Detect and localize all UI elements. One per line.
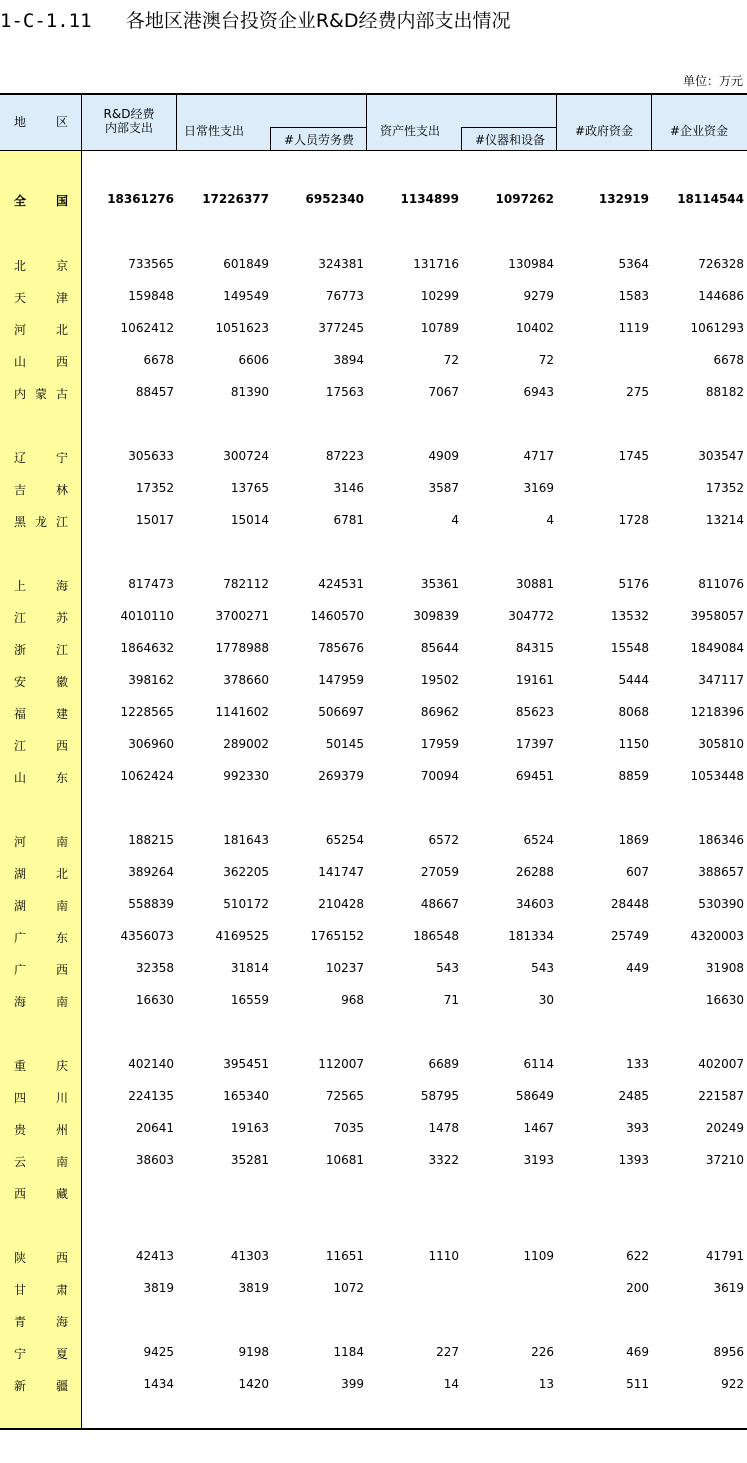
header-subrule bbox=[270, 127, 367, 128]
cell-value: 88457 bbox=[135, 385, 174, 399]
header-daily: 日常性支出 bbox=[184, 124, 245, 138]
region-name: 广 东 bbox=[14, 931, 68, 945]
region-name: 山 西 bbox=[14, 355, 68, 369]
cell-value: 221587 bbox=[698, 1089, 744, 1103]
cell-value: 305810 bbox=[698, 737, 744, 751]
cell-value: 16630 bbox=[135, 993, 174, 1007]
cell-value: 84315 bbox=[515, 641, 554, 655]
cell-value: 38603 bbox=[135, 1153, 174, 1167]
header-divider bbox=[366, 95, 367, 151]
table-row bbox=[0, 1311, 747, 1331]
cell-value: 510172 bbox=[223, 897, 269, 911]
cell-value: 1393 bbox=[618, 1153, 649, 1167]
cell-value: 347117 bbox=[698, 673, 744, 687]
cell-value: 10299 bbox=[420, 289, 459, 303]
cell-value: 395451 bbox=[223, 1057, 269, 1071]
cell-value: 1765152 bbox=[310, 929, 364, 943]
cell-value: 1150 bbox=[618, 737, 649, 751]
cell-value: 402007 bbox=[698, 1057, 744, 1071]
cell-value: 58649 bbox=[515, 1089, 554, 1103]
cell-value: 922 bbox=[721, 1377, 744, 1391]
cell-value: 227 bbox=[436, 1345, 459, 1359]
table-row bbox=[0, 959, 747, 979]
cell-value: 3958057 bbox=[690, 609, 744, 623]
cell-value: 17959 bbox=[420, 737, 459, 751]
cell-value: 5364 bbox=[618, 257, 649, 271]
cell-value: 269379 bbox=[318, 769, 364, 783]
table-row bbox=[0, 319, 747, 339]
cell-value: 622 bbox=[626, 1249, 649, 1263]
header-divider bbox=[176, 95, 177, 151]
cell-value: 81390 bbox=[230, 385, 269, 399]
cell-value: 9198 bbox=[238, 1345, 269, 1359]
cell-value: 1109 bbox=[523, 1249, 554, 1263]
cell-value: 300724 bbox=[223, 449, 269, 463]
cell-value: 1134899 bbox=[400, 192, 459, 206]
table-row bbox=[0, 895, 747, 915]
table-row bbox=[0, 607, 747, 627]
table-id: 1-C-1.11 bbox=[0, 10, 92, 32]
unit-label: 单位：万元 bbox=[682, 74, 743, 88]
table-row bbox=[0, 991, 747, 1011]
cell-value: 4909 bbox=[428, 449, 459, 463]
cell-value: 70094 bbox=[420, 769, 459, 783]
cell-value: 76773 bbox=[325, 289, 364, 303]
cell-value: 6678 bbox=[713, 353, 744, 367]
cell-value: 1119 bbox=[618, 321, 649, 335]
header-subrule bbox=[461, 127, 557, 128]
region-name: 河 北 bbox=[14, 323, 68, 337]
cell-value: 132919 bbox=[598, 192, 649, 206]
cell-value: 19161 bbox=[515, 673, 554, 687]
cell-value: 1478 bbox=[428, 1121, 459, 1135]
cell-value: 811076 bbox=[698, 577, 744, 591]
cell-value: 782112 bbox=[223, 577, 269, 591]
cell-value: 817473 bbox=[128, 577, 174, 591]
cell-value: 4 bbox=[546, 513, 554, 527]
cell-value: 20249 bbox=[705, 1121, 744, 1135]
region-name: 浙 江 bbox=[14, 643, 68, 657]
cell-value: 27059 bbox=[420, 865, 459, 879]
cell-value: 72 bbox=[443, 353, 459, 367]
cell-value: 30881 bbox=[515, 577, 554, 591]
cell-value: 306960 bbox=[128, 737, 174, 751]
header-rd-internal: R&D经费 内部支出 bbox=[103, 107, 155, 135]
table-row bbox=[0, 831, 747, 851]
region-name: 贵 州 bbox=[14, 1123, 68, 1137]
cell-value: 389264 bbox=[128, 865, 174, 879]
cell-value: 13532 bbox=[610, 609, 649, 623]
cell-value: 210428 bbox=[318, 897, 364, 911]
region-name: 内 蒙 古 bbox=[14, 387, 68, 401]
cell-value: 6606 bbox=[238, 353, 269, 367]
cell-value: 69451 bbox=[515, 769, 554, 783]
cell-value: 1053448 bbox=[690, 769, 744, 783]
cell-value: 9425 bbox=[143, 1345, 174, 1359]
cell-value: 3819 bbox=[143, 1281, 174, 1295]
table-title: 各地区港澳台投资企业R&D经费内部支出情况 bbox=[125, 10, 511, 32]
cell-value: 224135 bbox=[128, 1089, 174, 1103]
cell-value: 65254 bbox=[325, 833, 364, 847]
cell-value: 4169525 bbox=[215, 929, 269, 943]
header-gov: #政府资金 bbox=[574, 124, 634, 138]
cell-value: 30 bbox=[538, 993, 554, 1007]
region-column-background bbox=[0, 151, 81, 1430]
cell-value: 32358 bbox=[135, 961, 174, 975]
table-row bbox=[0, 287, 747, 307]
cell-value: 58795 bbox=[420, 1089, 459, 1103]
region-name: 江 西 bbox=[14, 739, 68, 753]
table-row bbox=[0, 1087, 747, 1107]
table-row bbox=[0, 511, 747, 531]
cell-value: 733565 bbox=[128, 257, 174, 271]
cell-value: 15014 bbox=[230, 513, 269, 527]
page-title bbox=[0, 6, 511, 33]
cell-value: 3894 bbox=[333, 353, 364, 367]
cell-value: 6572 bbox=[428, 833, 459, 847]
cell-value: 1778988 bbox=[215, 641, 269, 655]
cell-value: 6952340 bbox=[305, 192, 364, 206]
cell-value: 16559 bbox=[230, 993, 269, 1007]
region-name: 江 苏 bbox=[14, 611, 68, 625]
region-name: 青 海 bbox=[14, 1315, 68, 1329]
cell-value: 48667 bbox=[420, 897, 459, 911]
table-row bbox=[0, 383, 747, 403]
cell-value: 399 bbox=[341, 1377, 364, 1391]
cell-value: 1051623 bbox=[215, 321, 269, 335]
table-row bbox=[0, 1151, 747, 1171]
cell-value: 3587 bbox=[428, 481, 459, 495]
table-row bbox=[0, 1183, 747, 1203]
table-row bbox=[0, 767, 747, 787]
header-labor: #人员劳务费 bbox=[283, 133, 355, 147]
cell-value: 8956 bbox=[713, 1345, 744, 1359]
region-name: 上 海 bbox=[14, 579, 68, 593]
cell-value: 324381 bbox=[318, 257, 364, 271]
cell-value: 72 bbox=[538, 353, 554, 367]
cell-value: 9279 bbox=[523, 289, 554, 303]
table-row bbox=[0, 255, 747, 275]
cell-value: 37210 bbox=[705, 1153, 744, 1167]
cell-value: 275 bbox=[626, 385, 649, 399]
cell-value: 17563 bbox=[325, 385, 364, 399]
table-row bbox=[0, 1119, 747, 1139]
cell-value: 141747 bbox=[318, 865, 364, 879]
cell-value: 388657 bbox=[698, 865, 744, 879]
cell-value: 149549 bbox=[223, 289, 269, 303]
table-row bbox=[0, 1375, 747, 1395]
cell-value: 4 bbox=[451, 513, 459, 527]
region-name: 宁 夏 bbox=[14, 1347, 68, 1361]
cell-value: 543 bbox=[436, 961, 459, 975]
cell-value: 10789 bbox=[420, 321, 459, 335]
table-row bbox=[0, 575, 747, 595]
region-name: 全 国 bbox=[14, 194, 68, 208]
header-subdivider bbox=[461, 127, 462, 151]
cell-value: 726328 bbox=[698, 257, 744, 271]
cell-value: 159848 bbox=[128, 289, 174, 303]
cell-value: 558839 bbox=[128, 897, 174, 911]
table-row bbox=[0, 735, 747, 755]
cell-value: 4320003 bbox=[690, 929, 744, 943]
cell-value: 7067 bbox=[428, 385, 459, 399]
cell-value: 506697 bbox=[318, 705, 364, 719]
cell-value: 3169 bbox=[523, 481, 554, 495]
cell-value: 1583 bbox=[618, 289, 649, 303]
region-name: 甘 肃 bbox=[14, 1283, 68, 1297]
cell-value: 19502 bbox=[420, 673, 459, 687]
cell-value: 165340 bbox=[223, 1089, 269, 1103]
region-name: 福 建 bbox=[14, 707, 68, 721]
cell-value: 1061293 bbox=[690, 321, 744, 335]
cell-value: 1072 bbox=[333, 1281, 364, 1295]
cell-value: 20641 bbox=[135, 1121, 174, 1135]
cell-value: 35361 bbox=[420, 577, 459, 591]
cell-value: 309839 bbox=[413, 609, 459, 623]
table-row bbox=[0, 479, 747, 499]
cell-value: 186346 bbox=[698, 833, 744, 847]
cell-value: 1728 bbox=[618, 513, 649, 527]
cell-value: 4010110 bbox=[120, 609, 174, 623]
cell-value: 1745 bbox=[618, 449, 649, 463]
cell-value: 41303 bbox=[230, 1249, 269, 1263]
cell-value: 3193 bbox=[523, 1153, 554, 1167]
cell-value: 393 bbox=[626, 1121, 649, 1135]
cell-value: 304772 bbox=[508, 609, 554, 623]
cell-value: 18114544 bbox=[677, 192, 744, 206]
cell-value: 16630 bbox=[705, 993, 744, 1007]
cell-value: 6114 bbox=[523, 1057, 554, 1071]
cell-value: 88182 bbox=[705, 385, 744, 399]
bottom-rule bbox=[0, 1428, 747, 1430]
cell-value: 968 bbox=[341, 993, 364, 1007]
region-name: 辽 宁 bbox=[14, 451, 68, 465]
cell-value: 6678 bbox=[143, 353, 174, 367]
region-name: 湖 南 bbox=[14, 899, 68, 913]
cell-value: 31814 bbox=[230, 961, 269, 975]
cell-value: 992330 bbox=[223, 769, 269, 783]
cell-value: 18361276 bbox=[107, 192, 174, 206]
header-region: 地 区 bbox=[14, 115, 68, 129]
region-name: 黑 龙 江 bbox=[14, 515, 68, 529]
cell-value: 377245 bbox=[318, 321, 364, 335]
table-row bbox=[0, 351, 747, 371]
cell-value: 28448 bbox=[610, 897, 649, 911]
cell-value: 1062412 bbox=[120, 321, 174, 335]
cell-value: 130984 bbox=[508, 257, 554, 271]
cell-value: 50145 bbox=[325, 737, 364, 751]
cell-value: 6524 bbox=[523, 833, 554, 847]
cell-value: 398162 bbox=[128, 673, 174, 687]
cell-value: 378660 bbox=[223, 673, 269, 687]
region-name: 北 京 bbox=[14, 259, 68, 273]
region-name: 陕 西 bbox=[14, 1251, 68, 1265]
region-name: 西 藏 bbox=[14, 1187, 68, 1201]
cell-value: 449 bbox=[626, 961, 649, 975]
cell-value: 1097262 bbox=[495, 192, 554, 206]
cell-value: 181334 bbox=[508, 929, 554, 943]
cell-value: 424531 bbox=[318, 577, 364, 591]
header-divider bbox=[651, 95, 652, 151]
cell-value: 42413 bbox=[135, 1249, 174, 1263]
header-enterprise: #企业资金 bbox=[669, 124, 729, 138]
cell-value: 10402 bbox=[515, 321, 554, 335]
cell-value: 543 bbox=[531, 961, 554, 975]
region-name: 四 川 bbox=[14, 1091, 68, 1105]
region-name: 吉 林 bbox=[14, 483, 68, 497]
cell-value: 4356073 bbox=[120, 929, 174, 943]
cell-value: 3700271 bbox=[215, 609, 269, 623]
cell-value: 10681 bbox=[325, 1153, 364, 1167]
cell-value: 402140 bbox=[128, 1057, 174, 1071]
region-name: 安 徽 bbox=[14, 675, 68, 689]
cell-value: 1467 bbox=[523, 1121, 554, 1135]
cell-value: 144686 bbox=[698, 289, 744, 303]
cell-value: 5176 bbox=[618, 577, 649, 591]
cell-value: 1460570 bbox=[310, 609, 364, 623]
cell-value: 601849 bbox=[223, 257, 269, 271]
cell-value: 362205 bbox=[223, 865, 269, 879]
cell-value: 13765 bbox=[230, 481, 269, 495]
cell-value: 1849084 bbox=[690, 641, 744, 655]
cell-value: 226 bbox=[531, 1345, 554, 1359]
region-name: 湖 北 bbox=[14, 867, 68, 881]
cell-value: 530390 bbox=[698, 897, 744, 911]
cell-value: 7035 bbox=[333, 1121, 364, 1135]
table-row bbox=[0, 671, 747, 691]
cell-value: 1434 bbox=[143, 1377, 174, 1391]
cell-value: 8859 bbox=[618, 769, 649, 783]
cell-value: 6689 bbox=[428, 1057, 459, 1071]
header-equipment: #仪器和设备 bbox=[474, 133, 546, 147]
cell-value: 1184 bbox=[333, 1345, 364, 1359]
cell-value: 1218396 bbox=[690, 705, 744, 719]
cell-value: 133 bbox=[626, 1057, 649, 1071]
cell-value: 71 bbox=[443, 993, 459, 1007]
cell-value: 3322 bbox=[428, 1153, 459, 1167]
cell-value: 511 bbox=[626, 1377, 649, 1391]
cell-value: 85623 bbox=[515, 705, 554, 719]
cell-value: 10237 bbox=[325, 961, 364, 975]
cell-value: 8068 bbox=[618, 705, 649, 719]
cell-value: 1864632 bbox=[120, 641, 174, 655]
cell-value: 1141602 bbox=[215, 705, 269, 719]
header-bottom-rule bbox=[0, 150, 747, 151]
cell-value: 1420 bbox=[238, 1377, 269, 1391]
cell-value: 3819 bbox=[238, 1281, 269, 1295]
cell-value: 5444 bbox=[618, 673, 649, 687]
cell-value: 15548 bbox=[610, 641, 649, 655]
table-row bbox=[0, 1343, 747, 1363]
header-subdivider bbox=[270, 127, 271, 151]
cell-value: 186548 bbox=[413, 929, 459, 943]
cell-value: 1110 bbox=[428, 1249, 459, 1263]
region-name: 新 疆 bbox=[14, 1379, 68, 1393]
region-name: 广 西 bbox=[14, 963, 68, 977]
cell-value: 17352 bbox=[135, 481, 174, 495]
cell-value: 303547 bbox=[698, 449, 744, 463]
cell-value: 4717 bbox=[523, 449, 554, 463]
cell-value: 147959 bbox=[318, 673, 364, 687]
cell-value: 607 bbox=[626, 865, 649, 879]
cell-value: 289002 bbox=[223, 737, 269, 751]
cell-value: 34603 bbox=[515, 897, 554, 911]
cell-value: 6781 bbox=[333, 513, 364, 527]
cell-value: 86962 bbox=[420, 705, 459, 719]
cell-value: 17352 bbox=[705, 481, 744, 495]
cell-value: 131716 bbox=[413, 257, 459, 271]
region-name: 山 东 bbox=[14, 771, 68, 785]
cell-value: 19163 bbox=[230, 1121, 269, 1135]
table-row bbox=[0, 927, 747, 947]
cell-value: 13 bbox=[538, 1377, 554, 1391]
table-row bbox=[0, 1055, 747, 1075]
cell-value: 1062424 bbox=[120, 769, 174, 783]
table-row bbox=[0, 1247, 747, 1267]
cell-value: 14 bbox=[443, 1377, 459, 1391]
cell-value: 469 bbox=[626, 1345, 649, 1359]
table-row bbox=[0, 639, 747, 659]
region-name: 云 南 bbox=[14, 1155, 68, 1169]
cell-value: 41791 bbox=[705, 1249, 744, 1263]
cell-value: 35281 bbox=[230, 1153, 269, 1167]
cell-value: 26288 bbox=[515, 865, 554, 879]
region-name: 天 津 bbox=[14, 291, 68, 305]
cell-value: 3619 bbox=[713, 1281, 744, 1295]
cell-value: 785676 bbox=[318, 641, 364, 655]
cell-value: 6943 bbox=[523, 385, 554, 399]
cell-value: 1869 bbox=[618, 833, 649, 847]
region-name: 河 南 bbox=[14, 835, 68, 849]
cell-value: 25749 bbox=[610, 929, 649, 943]
cell-value: 87223 bbox=[325, 449, 364, 463]
cell-value: 85644 bbox=[420, 641, 459, 655]
cell-value: 17397 bbox=[515, 737, 554, 751]
cell-value: 31908 bbox=[705, 961, 744, 975]
region-name: 海 南 bbox=[14, 995, 68, 1009]
cell-value: 15017 bbox=[135, 513, 174, 527]
cell-value: 11651 bbox=[325, 1249, 364, 1263]
cell-value: 2485 bbox=[618, 1089, 649, 1103]
table-row bbox=[0, 863, 747, 883]
table-row bbox=[0, 190, 747, 210]
cell-value: 181643 bbox=[223, 833, 269, 847]
top-rule bbox=[0, 93, 747, 95]
table-row bbox=[0, 447, 747, 467]
cell-value: 13214 bbox=[705, 513, 744, 527]
region-name: 重 庆 bbox=[14, 1059, 68, 1073]
table-row bbox=[0, 703, 747, 723]
cell-value: 1228565 bbox=[120, 705, 174, 719]
header-capital: 资产性支出 bbox=[380, 124, 441, 138]
cell-value: 17226377 bbox=[202, 192, 269, 206]
cell-value: 188215 bbox=[128, 833, 174, 847]
cell-value: 3146 bbox=[333, 481, 364, 495]
cell-value: 305633 bbox=[128, 449, 174, 463]
table-row bbox=[0, 1279, 747, 1299]
cell-value: 200 bbox=[626, 1281, 649, 1295]
cell-value: 112007 bbox=[318, 1057, 364, 1071]
cell-value: 72565 bbox=[325, 1089, 364, 1103]
